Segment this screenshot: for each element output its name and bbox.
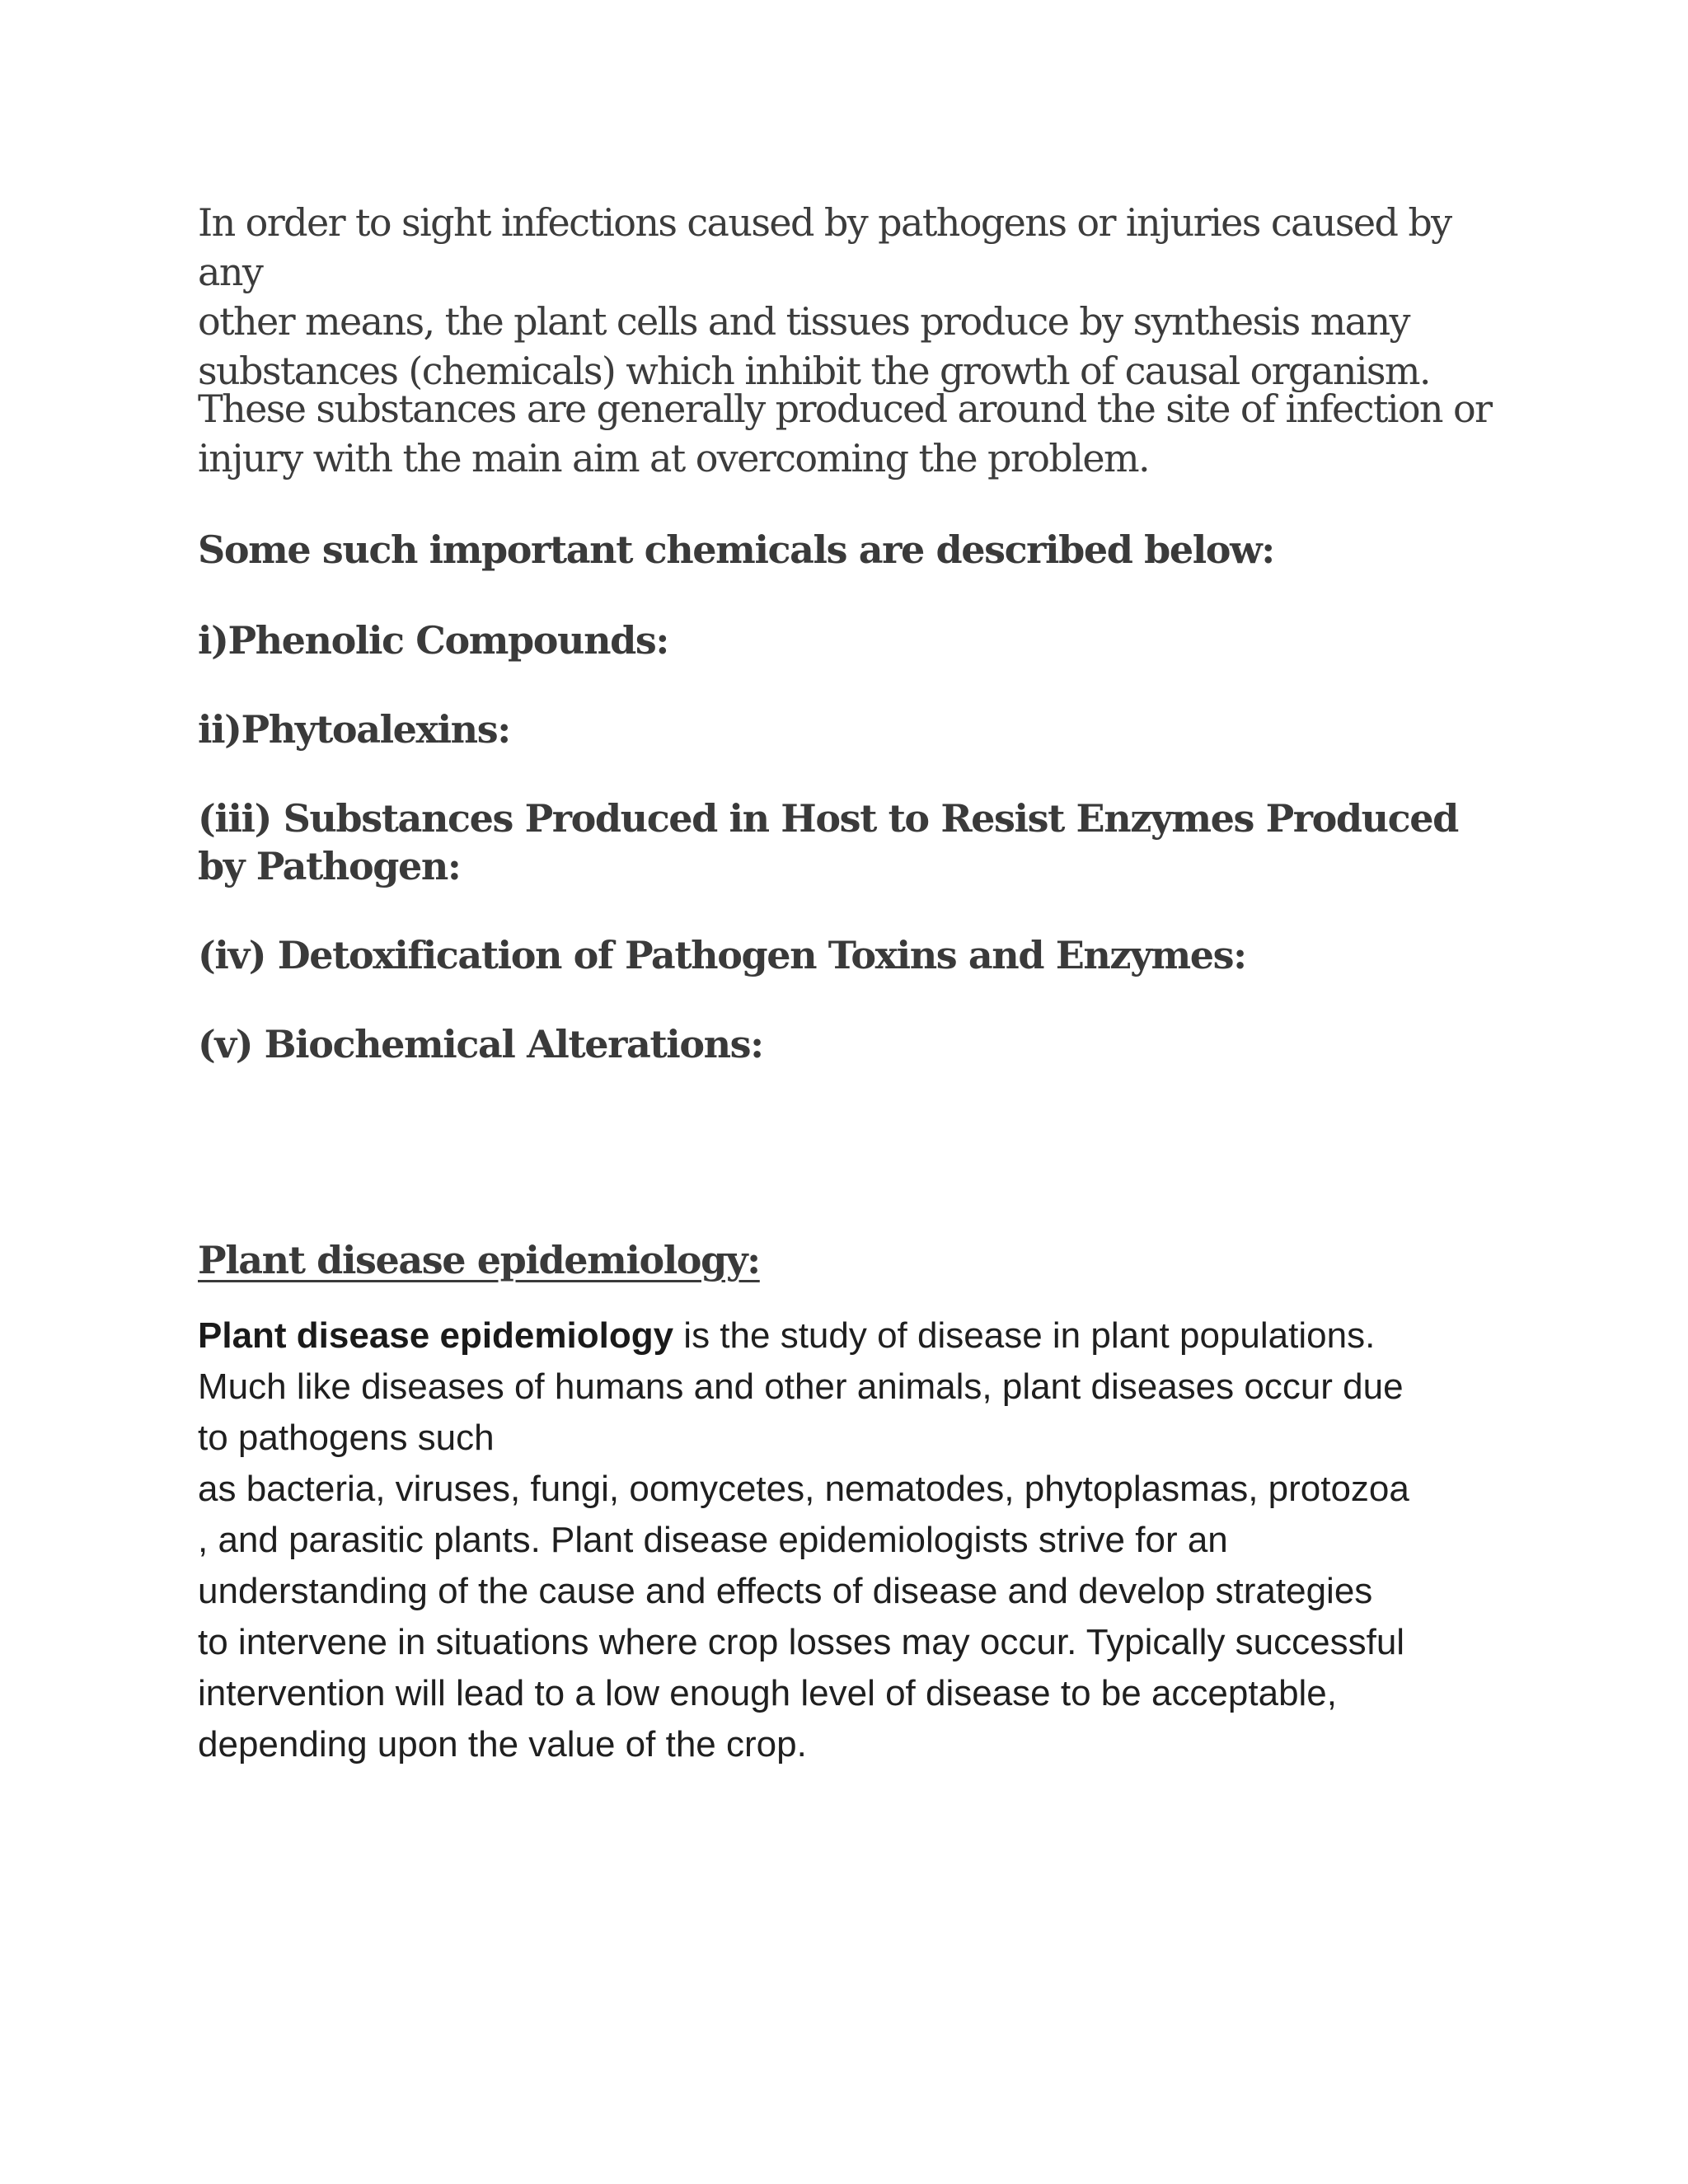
epi-line-2: Much like diseases of humans and other animals, plant diseases occur due [198,1366,1404,1407]
list-intro-heading: Some such important chemicals are described below: [198,527,1274,572]
heading-host-substances-line-1: (iii) Substances Produced in Host to Resist Enzymes Produced [198,796,1458,841]
intro-p1-line-3: substances (chemicals) which inhibit the growth of causal organism. [198,349,1430,393]
heading-detoxification: (iv) Detoxification of Pathogen Toxins and Enzymes: [198,933,1246,977]
heading-biochemical-alterations: (v) Biochemical Alterations: [198,1022,763,1066]
epi-line-7: to intervene in situations where crop losses may occur. Typically successful [198,1622,1405,1662]
section-title: Plant disease epidemiology: [198,1238,760,1282]
intro-paragraph-2 [198,384,1500,483]
epi-line-5: , and parasitic plants. Plant disease epidemiologists strive for an [198,1520,1228,1560]
epi-line-4: as bacteria, viruses, fungi, oomycetes, nematodes, phytoplasmas, protozoa [198,1469,1409,1509]
intro-paragraph-1 [198,198,1500,396]
intro-p1-line-2: other means, the plant cells and tissues produce by synthesis many [198,299,1409,344]
epi-line-6: understanding of the cause and effects of disease and develop strategies [198,1571,1373,1611]
epidemiology-paragraph [198,1310,1517,1770]
epi-line-8: intervention will lead to a low enough level of disease to be acceptable, [198,1673,1338,1713]
intro-p2-line-1: These substances are generally produced around the site of infection or [198,387,1492,431]
epi-line-1: Plant disease epidemiology is the study of disease in plant populations. [198,1315,1376,1356]
heading-host-substances-line-2: by Pathogen: [198,844,461,888]
epi-lead-bold: Plant disease epidemiology [198,1315,674,1356]
intro-p2-line-2: injury with the main aim at overcoming the problem. [198,436,1149,480]
epi-line-3: to pathogens such [198,1418,495,1458]
epi-line-9: depending upon the value of the crop. [198,1724,807,1765]
heading-host-substances [198,794,1500,890]
heading-phenolic-compounds: i)Phenolic Compounds: [198,618,668,663]
intro-p1-line-1: In order to sight infections caused by pathogens or injuries caused by any [198,200,1451,294]
heading-phytoalexins: ii)Phytoalexins: [198,707,510,752]
